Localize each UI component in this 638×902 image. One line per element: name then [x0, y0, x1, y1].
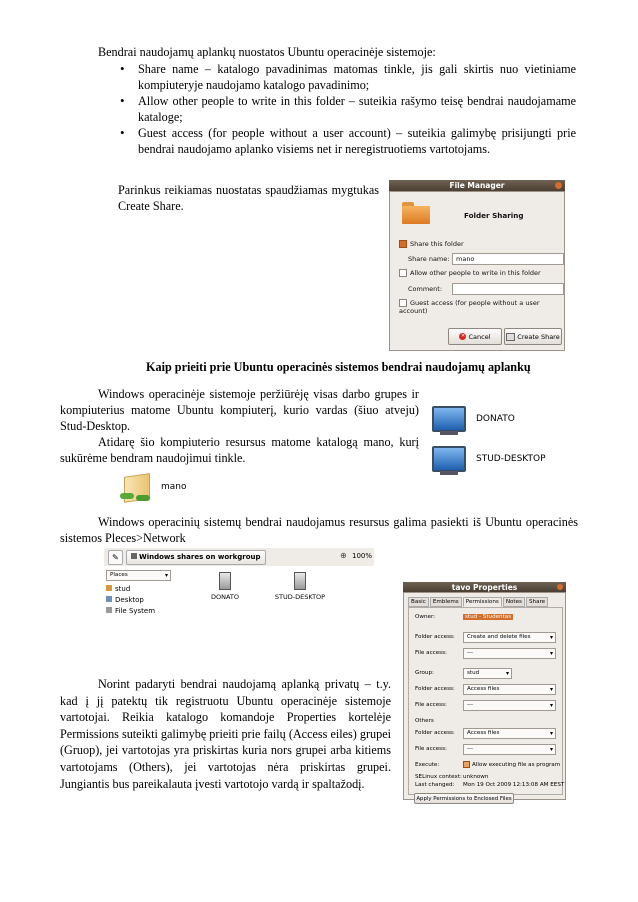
- computer-name: DONATO: [476, 414, 515, 424]
- share-name-input[interactable]: mano: [452, 253, 564, 265]
- server-icon: [219, 572, 231, 590]
- intro-text: Bendrai naudojamų aplankų nuostatos Ubuntu operacinėje sistemoje:: [98, 45, 436, 59]
- drive-icon: [106, 607, 112, 613]
- cancel-button[interactable]: ✕ Cancel: [448, 328, 502, 345]
- list-item: • Allow other people to write in this folder – suteikia rašymo teisę bendrai naudojamame kataloge;: [118, 93, 576, 125]
- sidebar-item-stud[interactable]: stud: [106, 585, 178, 593]
- others-file-access-label: File access:: [415, 746, 447, 752]
- checkbox-icon: [463, 761, 470, 768]
- owner-value: stud - Studentas: [465, 614, 512, 620]
- cancel-icon: ✕: [460, 333, 466, 339]
- share-name-label: Share name:: [408, 255, 450, 263]
- properties-body: [403, 592, 566, 800]
- create-share-button[interactable]: Create Share: [504, 328, 562, 345]
- list-item: • Guest access (for people without a user account) – suteikia galimybę prisijungti prie bendrai naudojamo aplanko visiems net ir neregistruotiems vartotojams.: [118, 125, 576, 157]
- tab-notes[interactable]: Notes: [503, 597, 525, 607]
- close-icon[interactable]: [555, 182, 562, 189]
- places-selector[interactable]: Places ▾: [106, 570, 171, 581]
- window-title: tavo Properties: [451, 582, 518, 592]
- checkbox-icon: [399, 269, 407, 277]
- group-folder-access-select[interactable]: Access files ▾: [463, 684, 556, 695]
- computer-icon: [432, 446, 466, 472]
- network-computers-panel: [426, 400, 560, 480]
- share-folder-checkbox[interactable]: Share this folder: [399, 240, 464, 248]
- network-item[interactable]: [270, 572, 330, 608]
- location-button[interactable]: Windows shares on workgroup: [126, 550, 266, 565]
- shared-folder-icon: [120, 473, 152, 501]
- windows-text-block: [60, 386, 419, 466]
- others-label: Others: [415, 718, 434, 724]
- file-manager-window: [389, 180, 565, 351]
- computer-item[interactable]: [432, 442, 557, 478]
- group-file-access-label: File access:: [415, 702, 447, 708]
- last-changed-value: Mon 19 Oct 2009 12:13:08 AM EEST: [463, 782, 565, 788]
- computer-item[interactable]: [432, 402, 557, 438]
- comment-label: Comment:: [408, 285, 443, 293]
- settings-bullet-list: [118, 61, 576, 157]
- group-label: Group:: [415, 670, 434, 676]
- tab-emblems[interactable]: Emblems: [430, 597, 462, 607]
- computer-name: STUD-DESKTOP: [476, 454, 546, 464]
- zoom-level: 100%: [352, 552, 373, 560]
- others-folder-access-label: Folder access:: [415, 730, 455, 736]
- network-item-name: STUD-DESKTOP: [274, 593, 326, 601]
- network-item[interactable]: [200, 572, 250, 608]
- zoom-icon[interactable]: ⊕: [340, 551, 347, 560]
- group-select[interactable]: stud ▾: [463, 668, 512, 679]
- windows-paragraph-2: Atidarę šio kompiuterio resursus matome katalogą mano, kurį sukūrėme bendram naudojimui tinkle.: [60, 435, 419, 465]
- window-title: File Manager: [449, 181, 505, 190]
- permissions-panel: [408, 607, 563, 795]
- allow-write-checkbox[interactable]: Allow other people to write in this folder: [399, 269, 541, 277]
- desktop-icon: [106, 596, 112, 602]
- owner-file-access-label: File access:: [415, 650, 447, 656]
- selinux-value: unknown: [463, 774, 489, 780]
- folder-icon: [402, 202, 430, 224]
- server-icon: [294, 572, 306, 590]
- group-file-access-select[interactable]: --- ▾: [463, 700, 556, 711]
- network-icon: [131, 553, 137, 559]
- guest-access-checkbox[interactable]: Guest access (for people without a user account): [399, 299, 540, 315]
- folder-sharing-body: [389, 191, 565, 351]
- others-folder-access-select[interactable]: Access files ▾: [463, 728, 556, 739]
- sidebar-item-filesystem[interactable]: File System: [106, 607, 178, 615]
- private-paragraph: Norint padaryti bendrai naudojamą aplanką privatų – t.y. kad į jį patektų tik registruotu Ubuntu operacinėje sistemoje vartotojai. Reikia katalogo komandoje Properties kortelėje Permissions suteikti galimybę prieiti prie failų (Access eiles) grupei (Gruop), jei vartotojas yra priskirtas kuria nors grupei arba kitiems vartotojams (Others), jei vartotojas nėra priskirtas grupei. Jungiantis bus pareikalauta įvesti vartotojo vardą ir spaltažodį.: [60, 677, 392, 791]
- network-paragraph: Windows operacinių sistemų bendrai naudojamus resursus galima pasiekti iš Ubuntu operacinės sistemos Pleces>Network: [60, 515, 578, 545]
- checkbox-checked-icon: [399, 240, 407, 248]
- owner-folder-access-label: Folder access:: [415, 634, 455, 640]
- group-folder-access-label: Folder access:: [415, 686, 455, 692]
- window-titlebar: [403, 582, 566, 592]
- apply-permissions-button[interactable]: Apply Permissions to Enclosed Files: [414, 793, 514, 804]
- owner-folder-access-select[interactable]: Create and delete files ▾: [463, 632, 556, 643]
- home-icon: [106, 585, 112, 591]
- others-file-access-select[interactable]: --- ▾: [463, 744, 556, 755]
- last-changed-label: Last changed:: [415, 782, 455, 788]
- selinux-label: SELinux context:: [415, 774, 462, 780]
- share-paragraph: Parinkus reikiamas nuostatas spaudžiamas mygtukas Create Share.: [118, 183, 379, 213]
- tab-permissions[interactable]: Permissions: [463, 597, 502, 607]
- list-item: • Share name – katalogo pavadinimas matomas tinkle, jis gali skirtis nuo vietiniame kompiuteryje naudojamo katalogo pavadinimo;: [118, 61, 576, 93]
- nautilus-window: [104, 548, 374, 628]
- edit-icon[interactable]: ✎: [108, 550, 123, 565]
- execute-checkbox[interactable]: Allow executing file as program: [463, 761, 560, 768]
- section-heading: Kaip prieiti prie Ubuntu operacinės sistemos bendrai naudojamų aplankų: [146, 360, 531, 374]
- location-bar: [104, 548, 374, 566]
- shared-folder-item[interactable]: [116, 467, 206, 507]
- network-item-name: DONATO: [210, 593, 239, 601]
- tab-basic[interactable]: Basic: [408, 597, 429, 607]
- owner-label: Owner:: [415, 614, 436, 620]
- windows-paragraph-1: Windows operacinėje sistemoje peržiūrėję visas darbo grupes ir kompiuterius matome Ubuntu kompiuterį, kurio vardas (šiuo atveju) Stud-Desktop.: [60, 387, 419, 433]
- shared-folder-name: mano: [161, 482, 187, 492]
- share-icon: [506, 333, 515, 341]
- comment-input[interactable]: [452, 283, 564, 295]
- execute-label: Execute:: [415, 762, 440, 768]
- places-sidebar: [106, 570, 178, 628]
- window-titlebar: [389, 180, 565, 191]
- owner-file-access-select[interactable]: --- ▾: [463, 648, 556, 659]
- tab-bar: [408, 597, 548, 607]
- sidebar-item-desktop[interactable]: Desktop: [106, 596, 178, 604]
- folder-sharing-heading: Folder Sharing: [464, 211, 524, 220]
- computer-icon: [432, 406, 466, 432]
- properties-window: [403, 582, 566, 800]
- close-icon[interactable]: [557, 584, 563, 590]
- checkbox-icon: [399, 299, 407, 307]
- tab-share[interactable]: Share: [526, 597, 548, 607]
